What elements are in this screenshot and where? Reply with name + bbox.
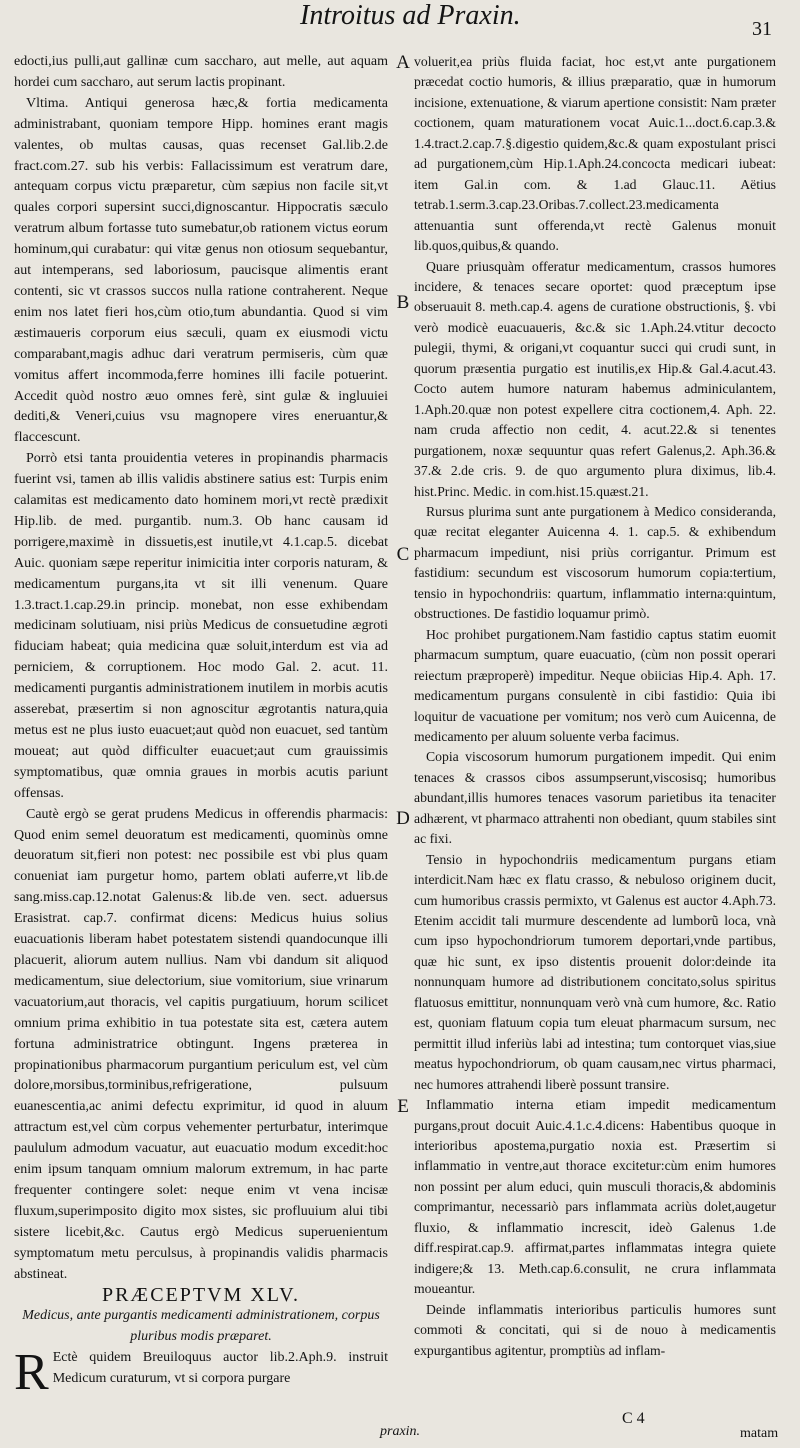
running-title: Introitus ad Praxin.: [300, 0, 521, 31]
right-column: [414, 52, 776, 1361]
paragraph: Deinde inflammatis interioribus particulis humores sunt commoti & concitati, qui si de nouo à medicamentis expurgantibus agitentur, promptiùs ad inflam-: [414, 1301, 776, 1358]
margin-mark-a: A: [396, 52, 410, 73]
margin-mark-c: C: [396, 544, 410, 565]
paragraph: Copia viscosorum humorum purgationem impedit. Qui enim tenaces & crassos cibos assumpserunt,viscosisq; humoribus abundant,illis humores tenaces vasorum parietibus ita tenaciter adhærent, vt pharmaco attrahenti non obediant, quum stabiles sint ac fixi.: [414, 749, 776, 847]
paragraph: Rursus plurima sunt ante purgationem à Medico consideranda, quæ recitat eleganter Auicenna 4. 1. cap.5. & exhibendum pharmacum impediunt, nisi priùs corrigantur. Primum est fastidium: secundum est viscosorum humorum copia:tertium, tensio in hypochondriis: quartum, inflammatio interna:quintum, obstructiones. De fastidio loquamur primò.: [414, 503, 776, 622]
margin-mark-e: E: [397, 1096, 409, 1117]
paragraph: Quare priusquàm offeratur medicamentum, crassos humores incidere, & tenaces secare oportet: quod præceptum ipse obseruauit 8. meth.cap.4. agens de curatione obstructionis, §. vbi verò modicè euacuaueris, &c.& sic 1.Aph.24.vtitur decocto pulegii, thymi, & origani,vt coquantur succi qui crudi sunt, in quorum præsentia purgatio est inutilis,ex Hip.& Gal.4.acut.43. Cocto autem humore naturam habemus adminiculantem, 1.Aph.20.quæ non potest expellere citra coctionem,4. Aph. 22. nam cruda affectio non cedit, 4. acut.22.& si tenentes purgationem, noxæ sequuntur quas refert Galenus,2. Aph.36.& 37.& 2.de cris. 9. de quo argumento plura diximus, lib.4. hist.Princ. Medic. in com.hist.15.quæst.21.: [414, 258, 776, 499]
drop-capital: R: [14, 1344, 49, 1402]
left-column: [14, 52, 388, 1402]
paragraph: Vltima. Antiqui generosa hæc,& fortia medicamenta administrabant, quoniam tempore Hipp. homines erant magis valentes, ob multas causas, quas recenset Gal.lib.2.de fract.com.27. sub his verbis: Fallacissimum est veratrum dare, antequam corpus victu præparetur, cùm sæpius non facile sit,vt quales corpori supersint succi,dignoscantur. Hippocratis sæculo veratrum album fortasse tuto sumebatur,ob rationem victus eorum hominum,qui curabatur: qui vitæ genus non otiosum sequebantur, aut intemperans, sed laboriosum, paucisque alimentis erant contenti, sic vt crassos succos nulla ratione contraherent. Neque enim nos latet fieri hos,cùm otio,tum abundantia. Quod si vim æstimaueris corporum eius sæculi, quam ex eiusmodi victu comparabant,magis adhuc dari veratrum permiseris, cùm quæ vomitus affert incommoda,ferre homines illi facile potuerint. Accedit quòd nostro æuo omnes ferè, sint gulæ & ingluuiei dediti,& Veneri,cuius vsu magnopere vires eneruantur,& flaccescunt.: [14, 95, 388, 446]
final-paragraph: [14, 1344, 388, 1402]
paragraph: voluerit,ea priùs fluida faciat, hoc est,vt ante purgationem præcedat coctio humoris, & illius præparatio, quæ in humorum incisione, extenuatione, & viarum apertione consistit: Nam præter coctionem, quam maturationem vocat Auic.1...doct.6.cap.3.& 1.4.tract.2.cap.7.§.digestio quidem,&c.& quam expostulant prisci ad purgationem,cùm Hip.1.Aph.24.concocta medicari iubeat: item Gal.in com. & 1.ad Glauc.11. Aëtius tetrab.1.serm.3.cap.23.Oribas.7.collect.23.medicamenta attenuantia sunt offerenda,vt rectè Galenus monuit lib.quos,quibus,& quando.: [414, 54, 776, 254]
signature-mark: C 4: [622, 1410, 645, 1427]
final-paragraph-text: Ectè quidem Breuiloquus auctor lib.2.Aph.9. instruit Medicum curaturum, vt si corpora purgare: [52, 1350, 388, 1387]
precept-subtitle: Medicus, ante purgantis medicamenti administrationem, corpus pluribus modis præparet.: [22, 1308, 380, 1345]
paragraph: edocti,ius pulli,aut gallinæ cum saccharo, aut melle, aut aquam hordei cum saccharo, aut serum lactis propinant.: [14, 54, 388, 90]
paragraph: Inflammatio interna etiam impedit medicamentum purgans,prout docuit Auic.4.1.c.4.dicens: Habentibus quoque in interioribus apostema,purgatio noxia est. Præsertim si inflammatio in ventre,aut thorace excitetur:cùm enim humores non possint per alum educi, quin musculi thoracis,& abdominis comprimantur, necessariò pars inflammata acriùs dolet,augetur fluxio, & inflammatio increscit, ideò Galenus 1.de diff.respirat.cap.9. affirmat,partes inflammatas integra quiete indigere;& 13. Meth.cap.6.consulit, ne crura inflammata moueantur.: [414, 1097, 776, 1297]
margin-mark-d: D: [396, 808, 410, 829]
page-number: 31: [752, 18, 772, 40]
paragraph: Tensio in hypochondriis medicamentum purgans etiam interdicit.Nam hæc ex flatu crasso, & nebuloso originem ducit, cum humoribus crassis permixto, vt Galenus est auctor 4.Aph.73. Etenim accidit tali murmure descendente ad lumborũ loca, vnà cum ipso hypochondriorum tumorem deportari,vnde partibus, quæ hic sunt, ex ipso distentis prouenit dolor:deinde ita nonnunquam humore ad distributionem concitato,solus spiritus flatuosus emittitur, nonnunquam verò vnà cum humore, &c. Ratio est, quoniam flatuum copia tum eleuat pharmacum sursum, nec permittit illud inferiùs labi ad intestina; tum contorquet vias,siue meatus hypochondriorum, ob quam causam,nec virtus pharmaci, nec humores attrahendi liberè possunt transire.: [414, 851, 776, 1092]
bottom-annotation: praxin.: [380, 1424, 421, 1439]
paragraph: Cautè ergò se gerat prudens Medicus in offerendis pharmacis: Quod enim semel deuoratum est medicamenti, quominùs omne deuoratum sit,fieri non potest: nec possibile est vbi plus quam conueniat iam purgetur homo, partem oblati auferre,vt lib.de sang.miss.cap.12.notat Galenus:& lib.de ven. sect. aduersus Erasistrat. cap.7. confirmat dicens: Medicus huius solius euacuationis liberam habet potestatem sistendi quandocunque illi placuerit, aliorum autem nullius. Nam vbi dandum sit aliquod medicamentum, siue delectorium, siue vomitorium, siue vrinarum vacuatorium,aut thoracis, vel capitis purgatiuum, horum scilicet omnium prima exhibitio in tua potestate sita est, cætera autem fortuna administratrice obtingunt. Ingens præterea in propinationibus pharmacorum purgantium periculum est, vel cùm dolore,morsibus,torminibus,refrigeratione, pulsuum euanescentia,ac animi defectu exprimitur, id quod in aluum attractum est,vel cùm corpus vehementer perturbatur, interimque paululum admodum vacuatur, aut euacuatio modum excedit:hoc enim ipsum tanquam omnium malorum extremum, in hac parte frequenter contingere solet: neque enim vt vena incisæ fluxum,superimposito digito mox sistes, sic profluuium alui tibi sistere licebit,&c. Cautus ergò Medicus superuenientum symptomatum metu perculsus, à propinandis validis pharmacis abstineat.: [14, 806, 388, 1282]
paragraph: Porrò etsi tanta prouidentia veteres in propinandis pharmacis fuerint vsi, tamen ab illis validis abstinere satius est: Turpis enim calamitas est medicamento dato hominem mori,vt rectè prædixit Hip.lib. de med. purgantib. num.3. Ob hanc causam id porrigere,maximè in dissuetis,est inutile,vt 4.1.cap.5. dicebat Auic. quoniam sæpe reperitur inimicitia inter corporis naturam, & medicamentum purgans,ita vt sit illi venenum. Quare 1.3.tract.1.cap.29.in princip. monebat, non esse exhibendam medicinam solutiuam, nisi priùs Medicus de consuetudine ægroti fiduciam habeat; quia medicina quæ soluit,interdum est via ad perniciem, & corruptionem. Hoc modo Gal. 2. acut. 11. medicamenti purgantis administrationem inutilem in morbis acutis asserebat, præsertim si non agnoscitur ægrotantis natura,quia metus est ne plus iusto euacuet;aut quòd non euacuet, sed tantùm moueat; aut quòd difficulter euacuet;aut cum grauissimis symptomatibus, quæ omnia graues in morbis acutis pariunt offensas.: [14, 451, 388, 801]
precept-heading: PRÆCEPTVM XLV.: [101, 1284, 301, 1307]
paragraph: Hoc prohibet purgationem.Nam fastidio captus statim euomit pharmacum sumptum, quare euacuatio, (cùm non possit operari reiectum præproperè) impeditur. Neque obiicias Hip.4. Aph. 17. medicamentum purgans consulentè in cibi fastidio: Quia ibi loquitur de vacuatione per vomitum; nos verò cum Auicenna, de medicamento per aluum soluente verba facimus.: [414, 626, 776, 744]
margin-mark-b: B: [396, 292, 410, 313]
catchword: matam: [740, 1426, 779, 1441]
